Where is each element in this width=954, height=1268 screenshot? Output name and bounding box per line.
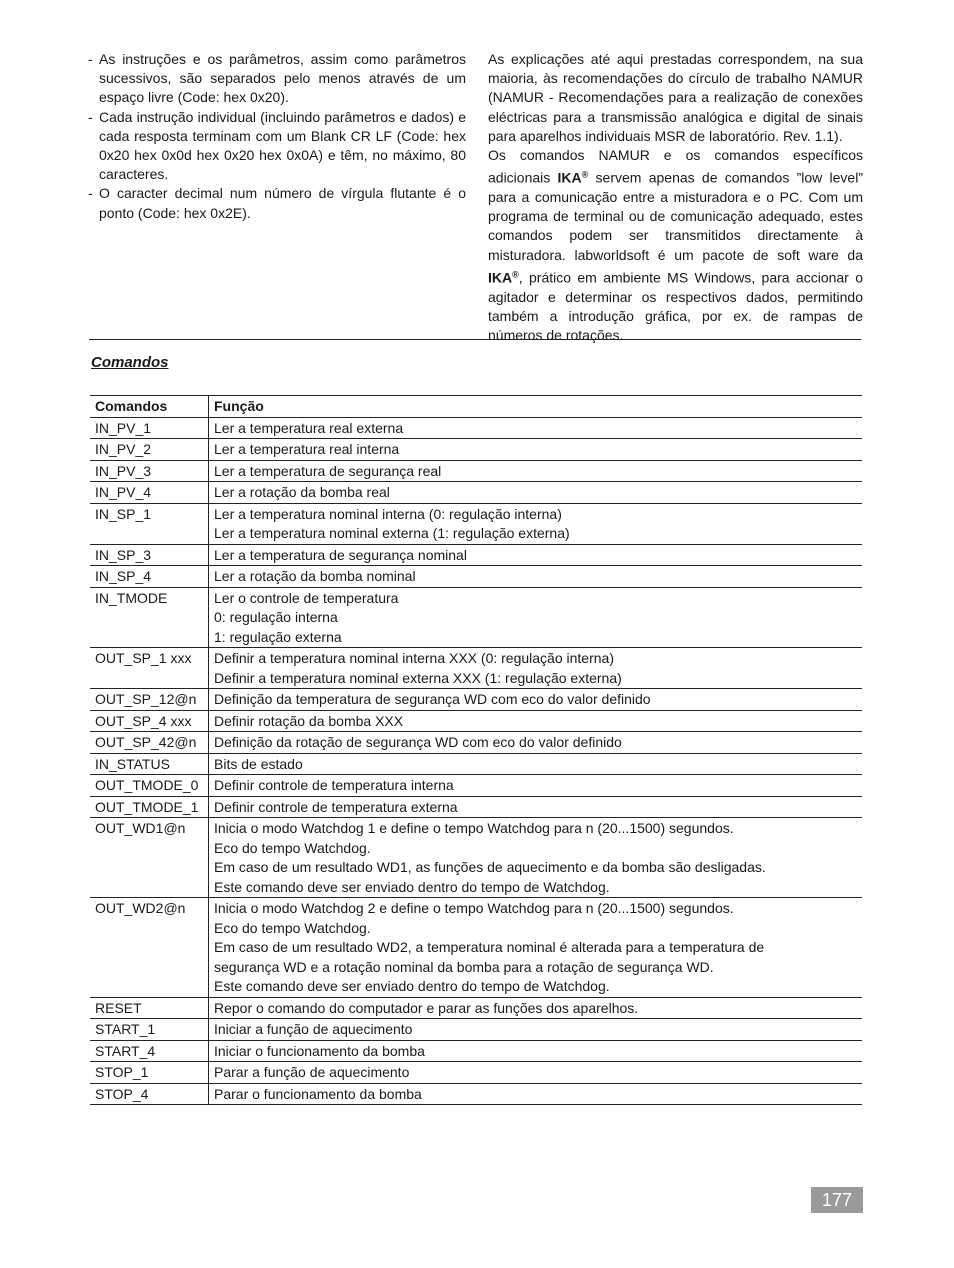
command-cell: OUT_SP_42@n [90, 732, 209, 754]
bullet-dash: - [88, 185, 93, 202]
left-column [88, 50, 466, 223]
function-cell [209, 482, 863, 504]
function-line: Ler a temperatura de segurança nominal [214, 546, 467, 563]
function-line: Definir controle de temperatura externa [214, 798, 458, 815]
function-line: Ler a temperatura real externa [214, 419, 404, 436]
command-cell: START_4 [90, 1040, 209, 1062]
registered-mark: ® [512, 268, 519, 279]
command-cell: IN_SP_3 [90, 544, 209, 566]
function-cell [209, 587, 863, 648]
header-function: Função [209, 396, 863, 418]
command-cell: OUT_WD2@n [90, 898, 209, 998]
command-cell: START_1 [90, 1019, 209, 1041]
bullet-dash: - [88, 108, 93, 125]
bullet-dash: - [88, 51, 93, 67]
right-column [488, 50, 863, 345]
command-cell: RESET [90, 997, 209, 1019]
section-heading: Comandos [91, 354, 169, 371]
section-divider [89, 339, 861, 340]
bullet-item [88, 50, 466, 108]
function-line: 0: regulação interna [214, 609, 338, 625]
table-row [90, 439, 862, 461]
function-line: Parar a função de aquecimento [214, 1064, 410, 1080]
function-cell [209, 753, 863, 775]
table-row [90, 775, 862, 797]
function-line: Definição da rotação de segurança WD com eco do valor definido [214, 734, 622, 750]
function-line: Ler a temperatura de segurança real [214, 462, 442, 479]
bullet-text: As instruções e os parâmetros, assim como parâmetros sucessivos, são separados pelo menos através de um espaço livre (Code: hex 0x20). [99, 51, 466, 106]
function-line: Ler a rotação da bomba real [214, 484, 390, 500]
function-cell [209, 566, 863, 588]
function-cell [209, 818, 863, 898]
ika-paragraph [488, 146, 863, 345]
bullet-text: Cada instrução individual (incluindo parâmetros e dados) e cada resposta terminam com um Blank CR LF (Code: hex 0x20 hex 0x0d hex 0x20 hex 0x0A) e têm, no máximo, 80 caracteres. [99, 108, 466, 183]
table-row [90, 818, 862, 898]
function-cell [209, 689, 863, 711]
function-cell [209, 1062, 863, 1084]
commands-table [90, 395, 862, 1105]
function-line: Este comando deve ser enviado dentro do tempo de Watchdog. [214, 978, 610, 994]
command-cell: OUT_TMODE_0 [90, 775, 209, 797]
function-cell [209, 648, 863, 689]
table-row [90, 648, 862, 689]
function-line: Definir a temperatura nominal externa XXX (1: regulação externa) [214, 669, 622, 686]
function-line: Ler a temperatura real interna [214, 441, 400, 457]
function-line: Eco do tempo Watchdog. [214, 919, 371, 936]
function-line: Iniciar a função de aquecimento [214, 1021, 413, 1037]
table-row [90, 587, 862, 648]
table-row [90, 460, 862, 482]
bullet-item [88, 108, 466, 185]
function-cell [209, 732, 863, 754]
function-cell [209, 1040, 863, 1062]
command-cell: IN_PV_2 [90, 439, 209, 461]
table-row [90, 1019, 862, 1041]
function-cell [209, 796, 863, 818]
ika-text-part-3: , prático em ambiente MS Windows, para accionar o agitador e determinar os respectivos dados, permitindo também a introdução gráfica, por ex. de rampas de números de rotações. [488, 269, 863, 344]
command-cell: OUT_TMODE_1 [90, 796, 209, 818]
brand-name: IKA [557, 169, 582, 186]
table-row [90, 544, 862, 566]
command-cell: STOP_1 [90, 1062, 209, 1084]
function-cell [209, 1019, 863, 1041]
function-cell [209, 898, 863, 998]
table-row [90, 710, 862, 732]
function-line: Definir controle de temperatura interna [214, 777, 454, 793]
page-number: 177 [811, 1187, 863, 1213]
command-cell: OUT_SP_4 xxx [90, 710, 209, 732]
command-cell: OUT_SP_1 xxx [90, 648, 209, 689]
command-cell: OUT_WD1@n [90, 818, 209, 898]
function-cell [209, 997, 863, 1019]
table-row [90, 1062, 862, 1084]
function-cell [209, 503, 863, 544]
function-line: Ler a rotação da bomba nominal [214, 568, 416, 584]
function-line: segurança WD e a rotação nominal da bomba para a rotação de segurança WD. [214, 958, 714, 975]
function-line: Definir a temperatura nominal interna XXX (0: regulação interna) [214, 650, 614, 666]
table-row [90, 997, 862, 1019]
command-cell: IN_PV_4 [90, 482, 209, 504]
brand-name: IKA [488, 269, 513, 286]
table-row [90, 482, 862, 504]
function-cell [209, 775, 863, 797]
command-cell: IN_PV_1 [90, 417, 209, 439]
bullet-text: O caracter decimal num número de vírgula flutante é o ponto (Code: hex 0x2E). [99, 185, 466, 221]
function-cell [209, 544, 863, 566]
command-cell: STOP_4 [90, 1083, 209, 1105]
function-line: Ler o controle de temperatura [214, 589, 399, 606]
table-row [90, 753, 862, 775]
command-cell: IN_SP_4 [90, 566, 209, 588]
table-body [90, 417, 862, 1105]
function-cell [209, 710, 863, 732]
function-line: Inicia o modo Watchdog 1 e define o tempo Watchdog para n (20...1500) segundos. [214, 820, 734, 836]
function-line: Em caso de um resultado WD1, as funções de aquecimento e da bomba são desligadas. [214, 859, 766, 875]
ika-text-part-1: Os comandos NAMUR e os comandos específicos adicionais [488, 147, 863, 186]
function-line: Repor o comando do computador e parar as funções dos aparelhos. [214, 999, 639, 1016]
function-line: Parar o funcionamento da bomba [214, 1085, 422, 1102]
function-line: Ler a temperatura nominal interna (0: regulação interna) [214, 505, 562, 522]
command-cell: IN_STATUS [90, 753, 209, 775]
function-line: Ler a temperatura nominal externa (1: regulação externa) [214, 525, 570, 541]
function-line: Definição da temperatura de segurança WD com eco do valor definido [214, 691, 651, 707]
table-row [90, 1040, 862, 1062]
function-line: Iniciar o funcionamento da bomba [214, 1042, 425, 1059]
function-cell [209, 417, 863, 439]
command-cell: IN_PV_3 [90, 460, 209, 482]
function-line: 1: regulação externa [214, 628, 342, 645]
table-row [90, 732, 862, 754]
function-line: Em caso de um resultado WD2, a temperatura nominal é alterada para a temperatura de [214, 939, 765, 955]
function-line: Eco do tempo Watchdog. [214, 839, 371, 856]
command-cell: IN_SP_1 [90, 503, 209, 544]
table-row [90, 503, 862, 544]
table-row [90, 566, 862, 588]
function-line: Definir rotação da bomba XXX [214, 712, 404, 729]
registered-mark: ® [581, 169, 589, 180]
table-row [90, 1083, 862, 1105]
header-commands: Comandos [90, 396, 209, 418]
table-row [90, 417, 862, 439]
function-cell [209, 460, 863, 482]
table-row [90, 689, 862, 711]
table-row [90, 898, 862, 998]
bullet-item [88, 184, 466, 222]
function-cell [209, 1083, 863, 1105]
function-line: Inicia o modo Watchdog 2 e define o tempo Watchdog para n (20...1500) segundos. [214, 900, 734, 916]
table-header-row [90, 396, 862, 418]
ika-text-part-2: servem apenas de comandos ”low level” para a comunicação entre a misturadora e o PC. Com um programa de terminal ou de comunicação adequado, estes comandos podem ser transmitidos directamente à misturadora. labworldsoft é um pacote de soft ware da [488, 169, 863, 263]
function-line: Este comando deve ser enviado dentro do tempo de Watchdog. [214, 878, 610, 895]
table-row [90, 796, 862, 818]
function-line: Bits de estado [214, 755, 303, 772]
command-cell: IN_TMODE [90, 587, 209, 648]
function-cell [209, 439, 863, 461]
namur-paragraph: As explicações até aqui prestadas correspondem, na sua maioria, às recomendações do círculo de trabalho NAMUR (NAMUR - Recomendações para a realização de conexões eléctricas para a transmissão analógica e digital de sinais para aparelhos individuais MSR de laboratório. Rev. 1.1). [488, 51, 863, 144]
command-cell: OUT_SP_12@n [90, 689, 209, 711]
